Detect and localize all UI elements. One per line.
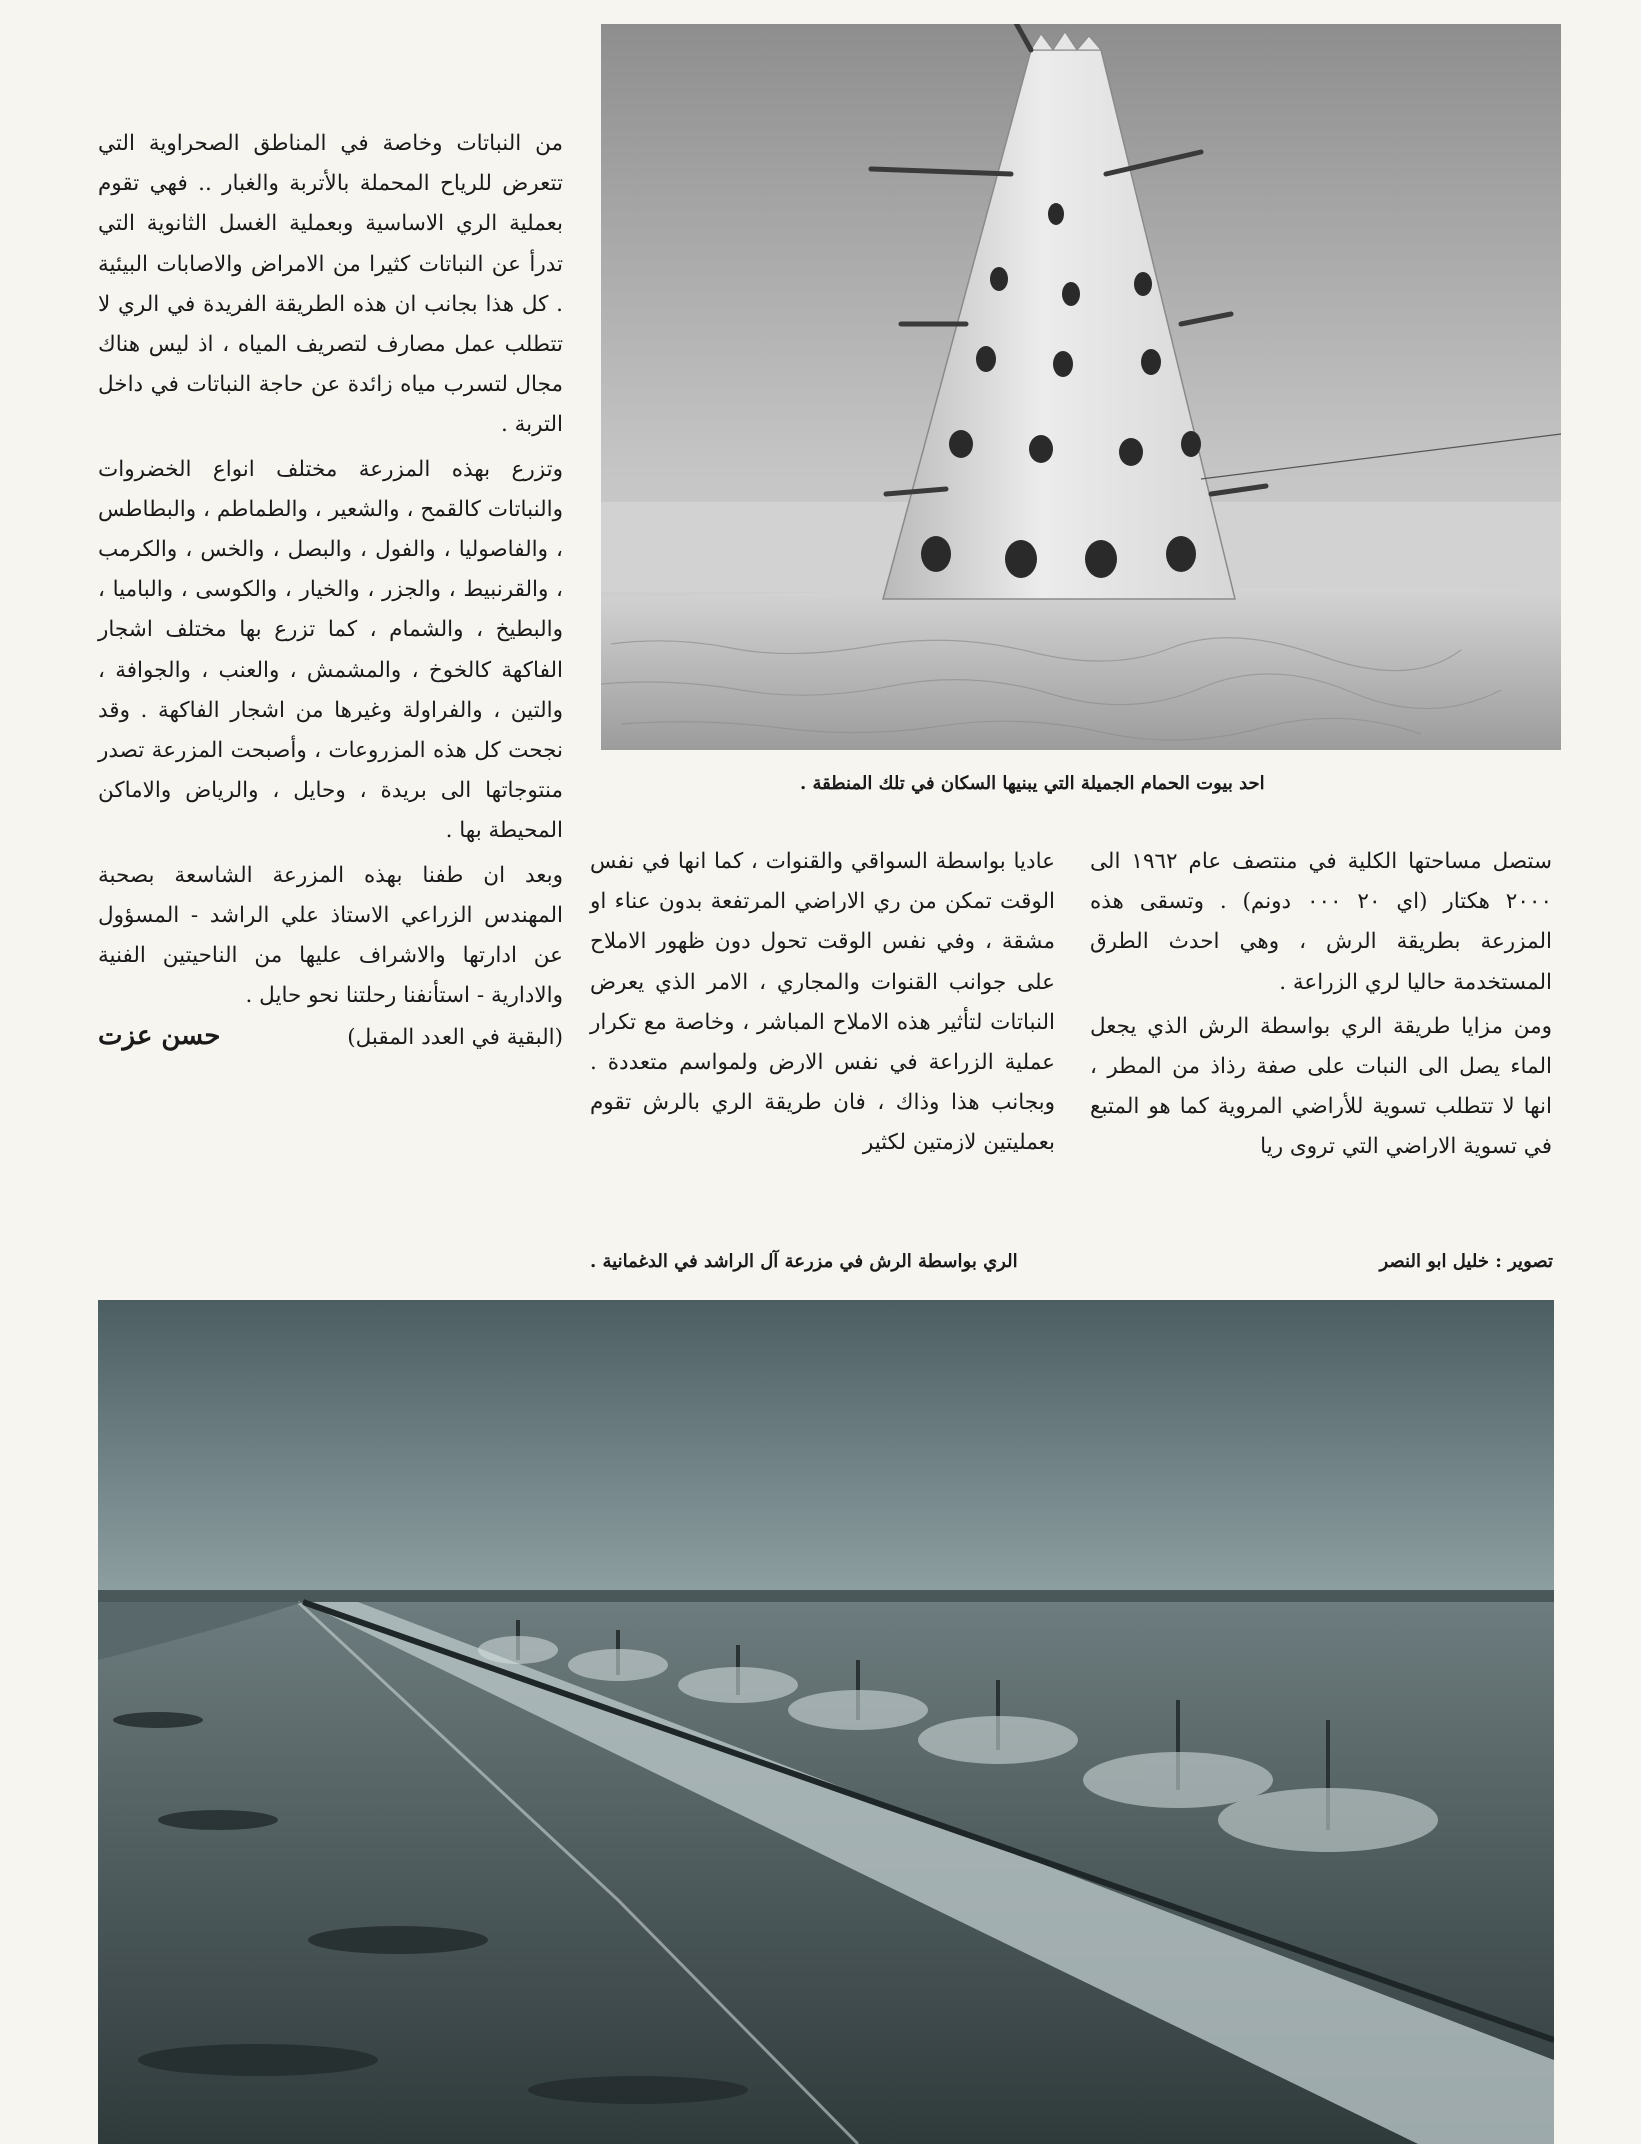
author-name: حسن عزت <box>98 1021 221 1052</box>
article-column-right <box>1090 842 1552 1168</box>
middle-column-paragraph-1: عاديا بواسطة السواقي والقنوات ، كما انها في نفس الوقت تمكن من ري الاراضي المرتفعة بدون عناء او مشقة ، وفي نفس الوقت تحول دون ظهور الاملاح على جوانب القنوات والمجاري ، الامر الذي يعرض النباتات لتأثير هذه الاملاح المباشر ، وخاصة مع تكرار عملية الزراعة في نفس الارض ولمواسم متعددة . وبجانب هذا وذاك ، فان طريقة الري بالرش تقوم بعمليتين لازمتين لكثير <box>590 849 1055 1156</box>
article-column-left <box>98 124 563 1059</box>
left-column-paragraph-3: وبعد ان طفنا بهذه المزرعة الشاسعة بصحبة المهندس الزراعي الاستاذ علي الراشد - المسؤول عن ادارتها والاشراف عليها من الناحيتين الفنية والادارية - استأنفنا رحلتنا نحو حايل . <box>98 862 563 1009</box>
dovecote-photo <box>601 24 1561 750</box>
right-column-paragraph-1: ستصل مساحتها الكلية في منتصف عام ١٩٦٢ الى ٢٠٠٠ هكتار (اي ٢٠ ٠٠٠ دونم) . وتسقى هذه المزرعة بطريقة الرش ، وهي احدث الطرق المستخدمة حاليا لري الزراعة . <box>1090 849 1552 995</box>
article-signature-row <box>98 1016 563 1058</box>
sprinkler-photo-caption: الري بواسطة الرش في مزرعة آل الراشد في الدغمانية . <box>590 1251 1018 1272</box>
left-column-paragraph-1: من النباتات وخاصة في المناطق الصحراوية التي تتعرض للرياح المحملة بالأتربة والغبار .. فهي تقوم بعملية الري الاساسية وبعملية الغسل الثانوية التي تدرأ عن النباتات كثيرا من الامراض والاصابات البيئية . كل هذا بجانب ان هذه الطريقة الفريدة في الري لا تتطلب عمل مصارف لتصريف المياه ، اذ ليس هناك مجال لتسرب مياه زائدة عن حاجة النباتات في داخل التربة . <box>98 131 563 438</box>
sprinkler-irrigation-photo <box>98 1300 1554 2144</box>
left-column-paragraph-2: وتزرع بهذه المزرعة مختلف انواع الخضروات والنباتات كالقمح ، والشعير ، والطماطم ، والبطاطس ، والفاصوليا ، والفول ، والبصل ، والخس ، والكرمب ، والقرنبيط ، والجزر ، والخيار ، والكوسى ، والباميا ، والبطيخ ، والشمام ، كما تزرع بها مختلف اشجار الفاكهة كالخوخ ، والمشمش ، والعنب ، والجوافة ، والتين ، والفراولة وغيرها من اشجار الفاكهة . وقد نجحت كل هذه المزروعات ، وأصبحت المزرعة تصدر منتوجاتها الى بريدة ، وحايل ، والرياض والاماكن المحيطة بها . <box>98 456 563 844</box>
dovecote-photo-caption: احد بيوت الحمام الجميلة التي يبنيها السكان في تلك المنطقة . <box>800 773 1265 794</box>
right-column-paragraph-2: ومن مزايا طريقة الري بواسطة الرش الذي يجعل الماء يصل الى النبات على صفة رذاذ من المطر ، انها لا تتطلب تسوية للأراضي المروية كما هو المتبع في تسوية الاراضي التي تروى ريا <box>1090 1013 1552 1160</box>
article-column-middle <box>590 842 1055 1164</box>
photo-credit: تصوير : خليل ابو النصر <box>1379 1251 1553 1272</box>
continued-note: (البقية في العدد المقبل) <box>347 1025 563 1051</box>
